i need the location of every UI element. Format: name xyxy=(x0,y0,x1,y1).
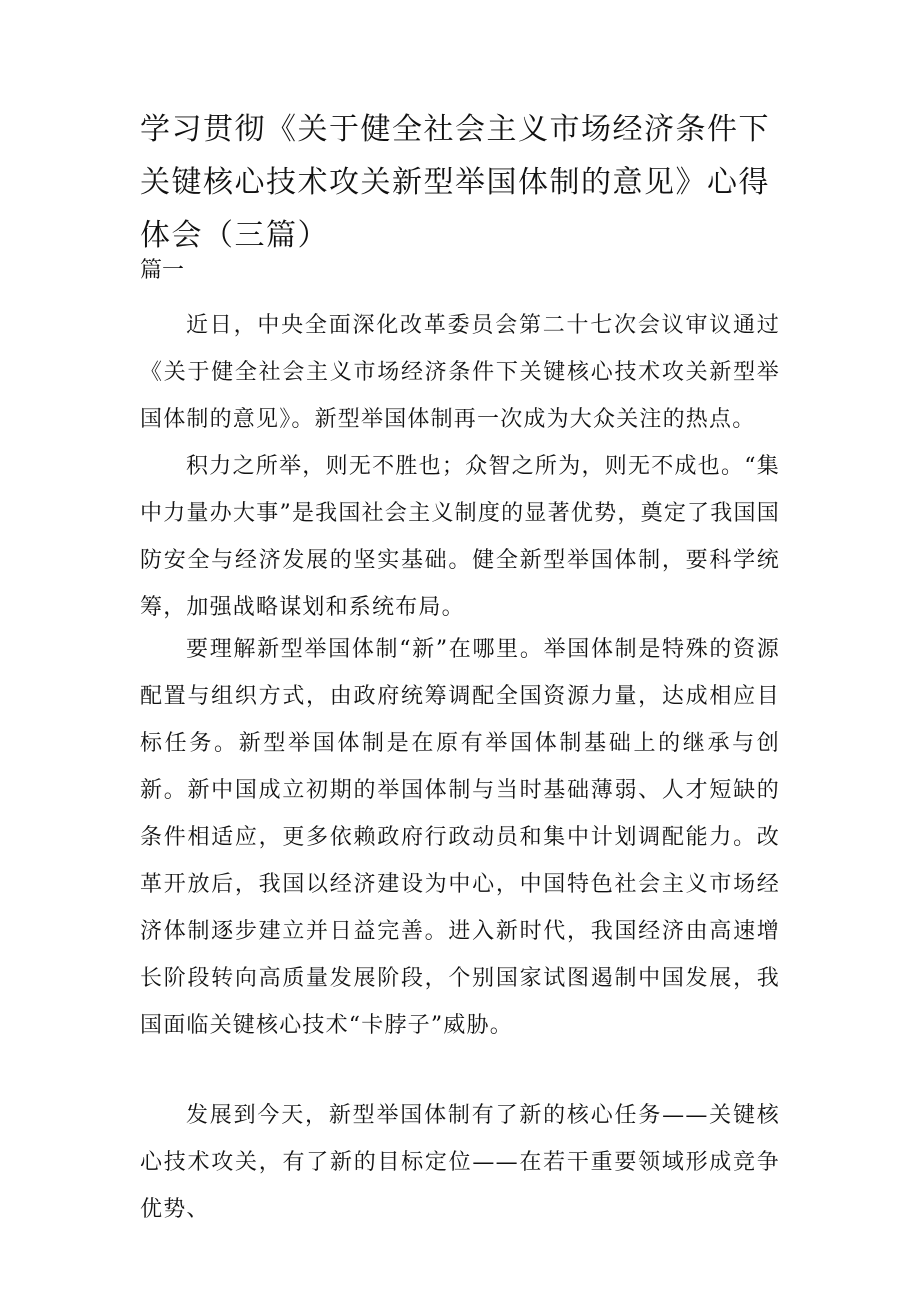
section-label: 篇一 xyxy=(140,258,185,283)
paragraph: 发展到今天，新型举国体制有了新的核心任务——关键核心技术攻关，有了新的目标定位——在若干重要领域形成竞争优势、 xyxy=(140,1103,780,1222)
paragraph: 积力之所举，则无不胜也；众智之所为，则无不成也。“集中力量办大事”是我国社会主义制度的显著优势，奠定了我国国防安全与经济发展的坚实基础。健全新型举国体制，要科学统筹，加强战略谋划和系统布局。 xyxy=(140,454,780,620)
paragraph: 近日，中央全面深化改革委员会第二十七次会议审议通过《关于健全社会主义市场经济条件下关键核心技术攻关新型举国体制的意见》。新型举国体制再一次成为大众关注的热点。 xyxy=(140,313,780,432)
paragraph: 要理解新型举国体制“新”在哪里。举国体制是特殊的资源配置与组织方式，由政府统筹调配全国资源力量，达成相应目标任务。新型举国体制是在原有举国体制基础上的继承与创新。新中国成立初期的举国体制与当时基础薄弱、人才短缺的条件相适应，更多依赖政府行政动员和集中计划调配能力。改革开放后，我国以经济建设为中心，中国特色社会主义市场经济体制逐步建立并日益完善。进入新时代，我国经济由高速增长阶段转向高质量发展阶段，个别国家试图遏制中国发展，我国面临关键核心技术“卡脖子”威胁。 xyxy=(140,637,780,1038)
document-title: 学习贯彻《关于健全社会主义市场经济条件下关键核心技术攻关新型举国体制的意见》心得体会（三篇） xyxy=(140,112,770,253)
